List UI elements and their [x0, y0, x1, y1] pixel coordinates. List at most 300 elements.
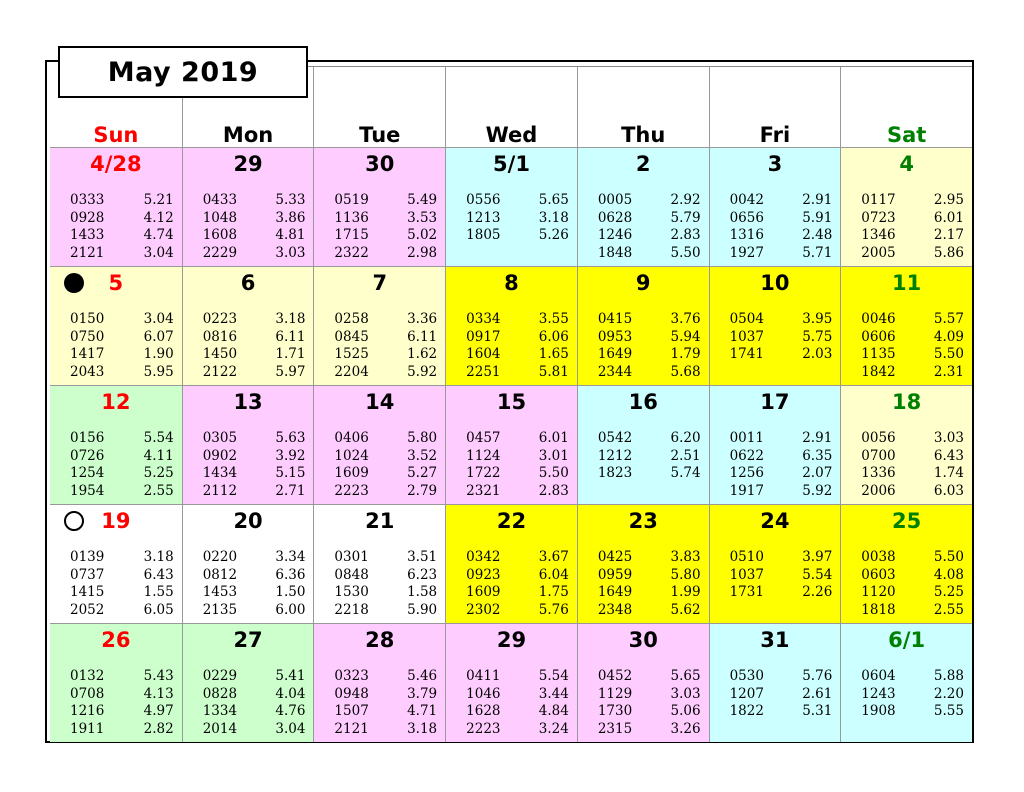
day-cell — [840, 504, 972, 623]
tide-height: 2.55 — [143, 482, 174, 499]
day-number: 23 — [628, 509, 658, 533]
day-cell — [577, 266, 709, 385]
tide-height: 6.20 — [670, 430, 701, 446]
tide-height: 5.54 — [538, 668, 569, 684]
tide-height: 5.49 — [407, 192, 438, 208]
tide-time: 1136 — [334, 209, 369, 226]
tide-height: 6.43 — [143, 566, 174, 583]
tide-time: 0415 — [597, 311, 633, 327]
tide-time: 0056 — [861, 430, 896, 446]
tide-time: 2135 — [202, 601, 238, 618]
tide-time: 0948 — [334, 685, 369, 702]
tide-row — [203, 602, 306, 620]
tide-row — [70, 448, 174, 466]
day-number: 26 — [101, 628, 131, 652]
tide-height: 5.94 — [670, 328, 701, 345]
day-number: 5 — [108, 271, 124, 295]
tide-height: 3.67 — [538, 549, 569, 565]
weekday-label: Mon — [222, 123, 274, 147]
tide-time: 2348 — [597, 601, 633, 618]
tide-list — [466, 311, 569, 381]
tide-height: 2.91 — [802, 192, 833, 208]
tide-row — [730, 192, 833, 210]
day-cell — [577, 385, 709, 504]
tide-time: 0005 — [597, 192, 633, 208]
day-cell — [50, 623, 182, 742]
tide-row — [598, 703, 701, 721]
tide-time: 2204 — [334, 363, 369, 380]
tide-height: 6.05 — [143, 601, 174, 618]
weekday-label: Sun — [93, 123, 139, 147]
tide-time: 1135 — [861, 346, 896, 362]
tide-time: 0258 — [334, 311, 369, 327]
weekday-label: Wed — [485, 123, 538, 147]
tide-height: 3.18 — [143, 549, 174, 565]
tide-row — [598, 364, 701, 382]
day-cell — [50, 385, 182, 504]
tide-row — [861, 668, 964, 686]
tide-height: 3.18 — [538, 209, 569, 226]
tide-time: 1842 — [861, 363, 896, 380]
tide-height: 5.57 — [933, 311, 964, 327]
tide-row — [466, 686, 569, 704]
tide-list — [203, 668, 306, 738]
tide-row — [730, 346, 833, 364]
tide-row — [730, 584, 833, 602]
tide-height: 2.20 — [933, 685, 964, 702]
tide-height: 3.03 — [670, 685, 701, 702]
tide-time: 2005 — [861, 244, 896, 261]
day-number: 6 — [240, 271, 256, 295]
day-number: 24 — [760, 509, 790, 533]
tide-height: 3.95 — [802, 311, 833, 327]
day-number: 20 — [233, 509, 263, 533]
day-cell — [50, 266, 182, 385]
day-cell — [840, 147, 972, 266]
tide-row — [203, 549, 306, 567]
tide-height: 5.55 — [933, 703, 964, 719]
tide-time: 0848 — [334, 566, 369, 583]
tide-list — [730, 430, 833, 500]
tide-row — [334, 448, 437, 466]
tide-height: 3.52 — [407, 447, 438, 464]
tide-height: 1.75 — [538, 584, 569, 600]
tide-row — [70, 430, 174, 448]
tide-time: 2043 — [70, 363, 105, 380]
tide-list — [598, 430, 701, 483]
tide-list — [861, 668, 964, 721]
tide-time: 1823 — [597, 465, 633, 481]
tide-height: 2.26 — [802, 584, 833, 600]
tide-list — [466, 430, 569, 500]
tide-row — [203, 448, 306, 466]
tide-time: 1805 — [466, 227, 501, 243]
tide-height: 3.24 — [538, 720, 569, 737]
weekday-label: Sat — [886, 123, 927, 147]
tide-height: 3.44 — [538, 685, 569, 702]
weekday-header-thursday — [577, 67, 709, 147]
tide-time: 1525 — [334, 346, 369, 362]
tide-row — [70, 210, 174, 228]
tide-list — [861, 192, 964, 262]
tide-row — [598, 311, 701, 329]
tide-list — [730, 192, 833, 262]
tide-time: 1124 — [466, 447, 501, 464]
tide-time: 0959 — [597, 566, 633, 583]
tide-time: 0750 — [70, 328, 105, 345]
tide-time: 0117 — [861, 192, 896, 208]
tide-time: 0845 — [334, 328, 369, 345]
tide-time: 2321 — [466, 482, 501, 499]
tide-time: 2229 — [202, 244, 238, 261]
tide-row — [861, 567, 964, 585]
tide-time: 0628 — [597, 209, 633, 226]
tide-height: 5.65 — [538, 192, 569, 208]
tide-time: 1818 — [861, 601, 896, 618]
day-cell — [50, 147, 182, 266]
tide-height: 5.63 — [275, 430, 306, 446]
tide-list — [730, 311, 833, 364]
tide-time: 1822 — [729, 703, 764, 719]
tide-row — [598, 465, 701, 483]
tide-row — [730, 227, 833, 245]
tide-row — [334, 346, 437, 364]
tide-height: 3.04 — [143, 311, 174, 327]
calendar-title-text: May 2019 — [107, 56, 259, 88]
tide-row — [70, 721, 174, 739]
day-number: 27 — [233, 628, 263, 652]
tide-height: 6.03 — [933, 482, 964, 499]
tide-height: 2.82 — [143, 720, 174, 737]
tide-time: 1417 — [70, 346, 105, 362]
day-cell — [840, 385, 972, 504]
tide-list — [861, 311, 964, 381]
tide-time: 1254 — [70, 465, 105, 481]
tide-row — [861, 448, 964, 466]
tide-row — [334, 210, 437, 228]
tide-time: 2122 — [202, 363, 238, 380]
tide-height: 5.25 — [933, 584, 964, 600]
tide-height: 5.27 — [407, 465, 438, 481]
tide-list — [466, 668, 569, 738]
tide-row — [861, 602, 964, 620]
tide-height: 4.12 — [143, 209, 174, 226]
day-number: 19 — [101, 509, 131, 533]
tide-time: 1848 — [597, 244, 633, 261]
tide-row — [598, 721, 701, 739]
tide-time: 2315 — [597, 720, 633, 737]
tide-height: 4.84 — [538, 703, 569, 719]
tide-height: 2.07 — [802, 465, 833, 481]
weekday-label: Tue — [359, 123, 401, 147]
tide-row — [203, 483, 306, 501]
tide-height: 2.48 — [802, 227, 833, 243]
tide-list — [730, 549, 833, 602]
tide-row — [334, 549, 437, 567]
tide-height: 1.62 — [407, 346, 438, 362]
day-number: 5/1 — [493, 152, 530, 176]
tide-height: 6.35 — [802, 447, 833, 464]
tide-row — [466, 668, 569, 686]
tide-height: 3.18 — [275, 311, 306, 327]
tide-row — [466, 584, 569, 602]
tide-time: 0342 — [466, 549, 501, 565]
tide-time: 2223 — [334, 482, 369, 499]
tide-row — [466, 329, 569, 347]
tide-list — [598, 668, 701, 738]
day-cell — [182, 504, 314, 623]
tide-height: 5.90 — [407, 601, 438, 618]
day-cell — [445, 504, 577, 623]
tide-time: 0700 — [861, 447, 896, 464]
tide-list — [203, 311, 306, 381]
tide-height: 5.50 — [670, 244, 701, 261]
day-number: 2 — [635, 152, 651, 176]
tide-time: 1256 — [729, 465, 764, 481]
weekday-header-tuesday — [313, 67, 445, 147]
day-cell — [182, 147, 314, 266]
day-number: 11 — [892, 271, 922, 295]
day-number: 18 — [892, 390, 922, 414]
tide-list — [70, 311, 174, 381]
tide-time: 2121 — [334, 720, 369, 737]
tide-height: 2.95 — [933, 192, 964, 208]
tide-time: 1609 — [466, 584, 501, 600]
tide-height: 5.62 — [670, 601, 701, 618]
tide-list — [203, 549, 306, 619]
tide-row — [861, 364, 964, 382]
tide-row — [598, 245, 701, 263]
tide-row — [861, 483, 964, 501]
tide-row — [598, 329, 701, 347]
tide-row — [861, 549, 964, 567]
tide-row — [203, 686, 306, 704]
tide-row — [70, 602, 174, 620]
tide-height: 1.50 — [275, 584, 306, 600]
tide-row — [861, 210, 964, 228]
tide-height: 2.03 — [802, 346, 833, 362]
tide-time: 1954 — [70, 482, 105, 499]
tide-row — [70, 364, 174, 382]
tide-row — [730, 483, 833, 501]
tide-time: 0156 — [70, 430, 105, 446]
tide-time: 2014 — [202, 720, 238, 737]
tide-row — [70, 567, 174, 585]
tide-row — [203, 430, 306, 448]
tide-height: 3.36 — [407, 311, 438, 327]
tide-time: 0457 — [466, 430, 501, 446]
tide-height: 3.83 — [670, 549, 701, 565]
day-cell — [840, 266, 972, 385]
tide-time: 0301 — [334, 549, 369, 565]
tide-row — [466, 465, 569, 483]
tide-time: 1415 — [70, 584, 105, 600]
day-cell — [840, 623, 972, 742]
tide-time: 0433 — [202, 192, 238, 208]
tide-row — [70, 227, 174, 245]
tide-row — [70, 245, 174, 263]
day-cell — [709, 385, 841, 504]
day-cell — [445, 147, 577, 266]
tide-height: 2.83 — [538, 482, 569, 499]
tide-row — [334, 483, 437, 501]
tide-height: 5.76 — [802, 668, 833, 684]
tide-time: 0042 — [729, 192, 764, 208]
tide-time: 2251 — [466, 363, 501, 380]
tide-height: 1.65 — [538, 346, 569, 362]
tide-time: 0902 — [202, 447, 238, 464]
tide-time: 1649 — [597, 346, 633, 362]
tide-height: 5.81 — [538, 363, 569, 380]
tide-time: 1917 — [729, 482, 764, 499]
tide-row — [334, 465, 437, 483]
day-number: 25 — [892, 509, 922, 533]
tide-time: 0708 — [70, 685, 105, 702]
tide-height: 5.15 — [275, 465, 306, 481]
tide-height: 1.74 — [933, 465, 964, 481]
day-cell — [182, 385, 314, 504]
calendar-grid — [50, 67, 972, 742]
tide-time: 1530 — [334, 584, 369, 600]
tide-row — [730, 329, 833, 347]
tide-row — [730, 430, 833, 448]
tide-time: 2302 — [466, 601, 501, 618]
tide-row — [598, 686, 701, 704]
tide-height: 6.23 — [407, 566, 438, 583]
tide-height: 5.43 — [143, 668, 174, 684]
tide-row — [861, 192, 964, 210]
tide-height: 5.71 — [802, 244, 833, 261]
tide-time: 0953 — [597, 328, 633, 345]
tide-row — [203, 703, 306, 721]
tide-height: 4.13 — [143, 685, 174, 702]
tide-height: 1.55 — [143, 584, 174, 600]
tide-row — [203, 346, 306, 364]
tide-time: 1433 — [70, 227, 105, 243]
tide-time: 0406 — [334, 430, 369, 446]
tide-time: 1024 — [334, 447, 369, 464]
tide-height: 6.11 — [275, 328, 306, 345]
tide-row — [334, 364, 437, 382]
tide-height: 5.02 — [407, 227, 438, 243]
tide-time: 0928 — [70, 209, 105, 226]
day-cell — [577, 623, 709, 742]
tide-row — [203, 465, 306, 483]
tide-row — [70, 483, 174, 501]
tide-row — [598, 210, 701, 228]
tide-height: 3.53 — [407, 209, 438, 226]
tide-height: 6.07 — [143, 328, 174, 345]
tide-time: 1207 — [729, 685, 764, 702]
tide-row — [861, 430, 964, 448]
tide-row — [730, 465, 833, 483]
tide-row — [466, 192, 569, 210]
tide-time: 1908 — [861, 703, 896, 719]
tide-row — [466, 721, 569, 739]
tide-height: 4.74 — [143, 227, 174, 243]
tide-time: 1213 — [466, 209, 501, 226]
tide-row — [203, 192, 306, 210]
tide-time: 0323 — [334, 668, 369, 684]
tide-list — [730, 668, 833, 721]
tide-height: 5.46 — [407, 668, 438, 684]
tide-time: 0556 — [466, 192, 501, 208]
tide-row — [466, 364, 569, 382]
tide-height: 4.11 — [143, 447, 174, 464]
tide-time: 1434 — [202, 465, 238, 481]
tide-list — [70, 430, 174, 500]
tide-time: 0139 — [70, 549, 105, 565]
tide-time: 0504 — [729, 311, 764, 327]
tide-height: 6.00 — [275, 601, 306, 618]
tide-height: 5.50 — [538, 465, 569, 481]
tide-time: 0923 — [466, 566, 501, 583]
calendar-title — [58, 46, 308, 98]
tide-row — [70, 703, 174, 721]
tide-row — [334, 245, 437, 263]
tide-height: 2.79 — [407, 482, 438, 499]
tide-time: 2218 — [334, 601, 369, 618]
tide-time: 0229 — [202, 668, 238, 684]
tide-height: 3.86 — [275, 209, 306, 226]
tide-row — [334, 721, 437, 739]
tide-row — [334, 329, 437, 347]
tide-height: 5.74 — [670, 465, 701, 481]
day-number: 21 — [365, 509, 395, 533]
tide-row — [70, 668, 174, 686]
tide-row — [70, 346, 174, 364]
tide-row — [861, 329, 964, 347]
tide-row — [334, 584, 437, 602]
tide-row — [730, 567, 833, 585]
day-number: 4/28 — [90, 152, 142, 176]
tide-time: 2223 — [466, 720, 501, 737]
tide-height: 3.18 — [407, 720, 438, 737]
weekday-label: Thu — [621, 123, 666, 147]
tide-height: 5.91 — [802, 209, 833, 226]
day-number: 12 — [101, 390, 131, 414]
tide-row — [334, 311, 437, 329]
tide-list — [334, 549, 437, 619]
day-number: 15 — [496, 390, 527, 414]
tide-height: 5.21 — [143, 192, 174, 208]
tide-row — [70, 465, 174, 483]
tide-time: 1346 — [861, 227, 896, 243]
day-number: 30 — [628, 628, 658, 652]
tide-time: 0530 — [729, 668, 764, 684]
tide-time: 0038 — [861, 549, 896, 565]
tide-row — [334, 192, 437, 210]
tide-time: 1741 — [729, 346, 764, 362]
tide-row — [203, 210, 306, 228]
tide-height: 3.04 — [143, 244, 174, 261]
tide-row — [466, 227, 569, 245]
tide-time: 0828 — [202, 685, 238, 702]
tide-time: 1604 — [466, 346, 501, 362]
tide-row — [730, 703, 833, 721]
tide-list — [861, 430, 964, 500]
tide-height: 5.86 — [933, 244, 964, 261]
tide-time: 0604 — [861, 668, 896, 684]
tide-height: 2.55 — [933, 601, 964, 618]
tide-list — [466, 192, 569, 245]
tide-row — [861, 686, 964, 704]
tide-time: 1037 — [729, 328, 764, 345]
tide-time: 1243 — [861, 685, 896, 702]
tide-time: 0812 — [202, 566, 238, 583]
day-cell — [313, 385, 445, 504]
tide-row — [598, 346, 701, 364]
